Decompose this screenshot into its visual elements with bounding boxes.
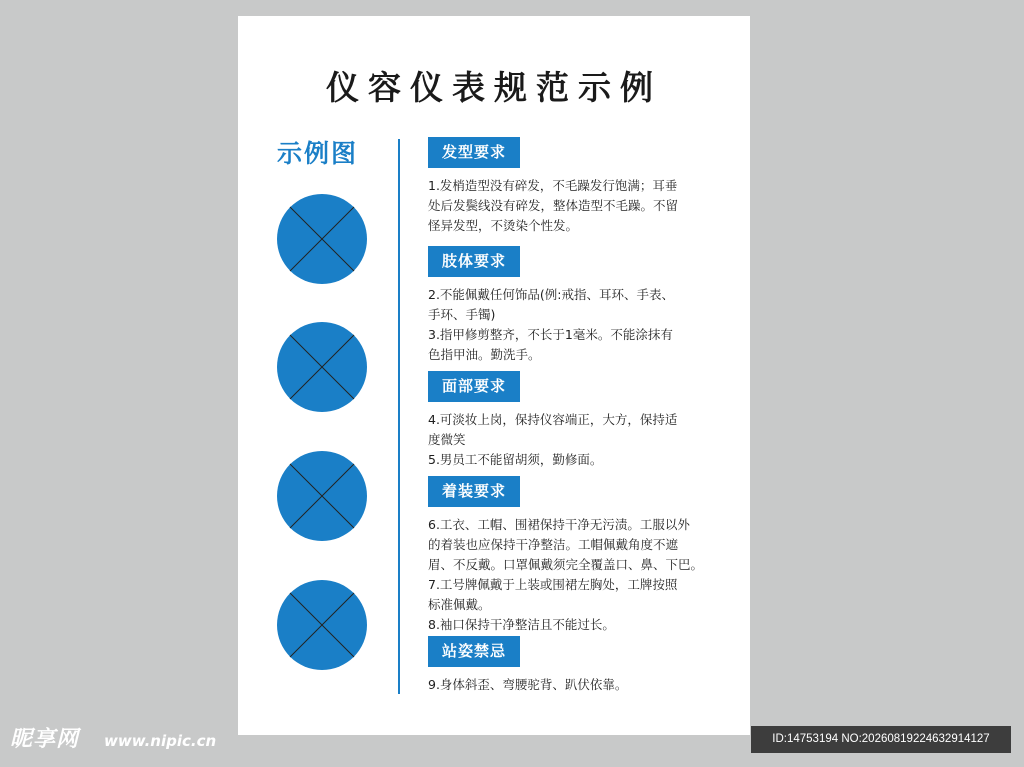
- vertical-divider: [398, 139, 400, 694]
- section-body: [428, 675, 738, 695]
- section-badge: 发型要求: [428, 137, 520, 168]
- image-placeholder-1: [276, 193, 368, 285]
- section-face: [428, 371, 738, 470]
- section-line: 的着装也应保持干净整洁。工帽佩戴角度不遮: [428, 537, 679, 552]
- watermark-logo: 昵享网: [10, 727, 80, 752]
- section-line: 怪异发型，不烫染个性发。: [428, 218, 579, 233]
- image-placeholder-2: [276, 321, 368, 413]
- section-badge: 着装要求: [428, 476, 520, 507]
- image-placeholder-4: [276, 579, 368, 671]
- section-line: 5.男员工不能留胡须，勤修面。: [428, 452, 603, 467]
- poster-title: 仪容仪表规范示例: [326, 68, 662, 107]
- section-body: [428, 285, 738, 365]
- section-line: 8.袖口保持干净整洁且不能过长。: [428, 617, 615, 632]
- section-line: 度微笑: [428, 432, 466, 447]
- section-body: [428, 515, 738, 635]
- section-line: 7.工号牌佩戴于上装或围裙左胸处，工牌按照: [428, 577, 678, 592]
- section-line: 手环、手镯): [428, 307, 496, 322]
- section-badge: 站姿禁忌: [428, 636, 520, 667]
- section-line: 6.工衣、工帽、围裙保持干净无污渍。工服以外: [428, 517, 690, 532]
- image-placeholder-3: [276, 450, 368, 542]
- watermark-url: www.nipic.cn: [104, 732, 217, 750]
- section-line: 眉、不反戴。口罩佩戴须完全覆盖口、鼻、下巴。: [428, 557, 704, 572]
- section-badge: 肢体要求: [428, 246, 520, 277]
- section-line: 4.可淡妆上岗，保持仪容端正，大方，保持适: [428, 412, 678, 427]
- section-line: 3.指甲修剪整齐，不长于1毫米。不能涂抹有: [428, 327, 673, 342]
- section-body: [428, 410, 738, 470]
- section-hair: [428, 137, 738, 236]
- section-line: 1.发梢造型没有碎发，不毛躁发行饱满；耳垂: [428, 178, 678, 193]
- poster: [238, 16, 750, 735]
- section-line: 2.不能佩戴任何饰品(例:戒指、耳环、手表、: [428, 287, 675, 302]
- section-body: [428, 176, 738, 236]
- section-line: 处后发鬓线没有碎发，整体造型不毛躁。不留: [428, 198, 679, 213]
- section-line: 色指甲油。勤洗手。: [428, 347, 541, 362]
- section-line: 9.身体斜歪、弯腰驼背、趴伏依靠。: [428, 677, 628, 692]
- section-body-limbs: [428, 246, 738, 365]
- section-badge: 面部要求: [428, 371, 520, 402]
- section-line: 标准佩戴。: [428, 597, 491, 612]
- section-attire: [428, 476, 738, 635]
- example-heading: 示例图: [277, 139, 359, 168]
- section-posture: [428, 636, 738, 695]
- image-id-bar: ID:14753194 NO:20260819224632914127: [751, 726, 1011, 753]
